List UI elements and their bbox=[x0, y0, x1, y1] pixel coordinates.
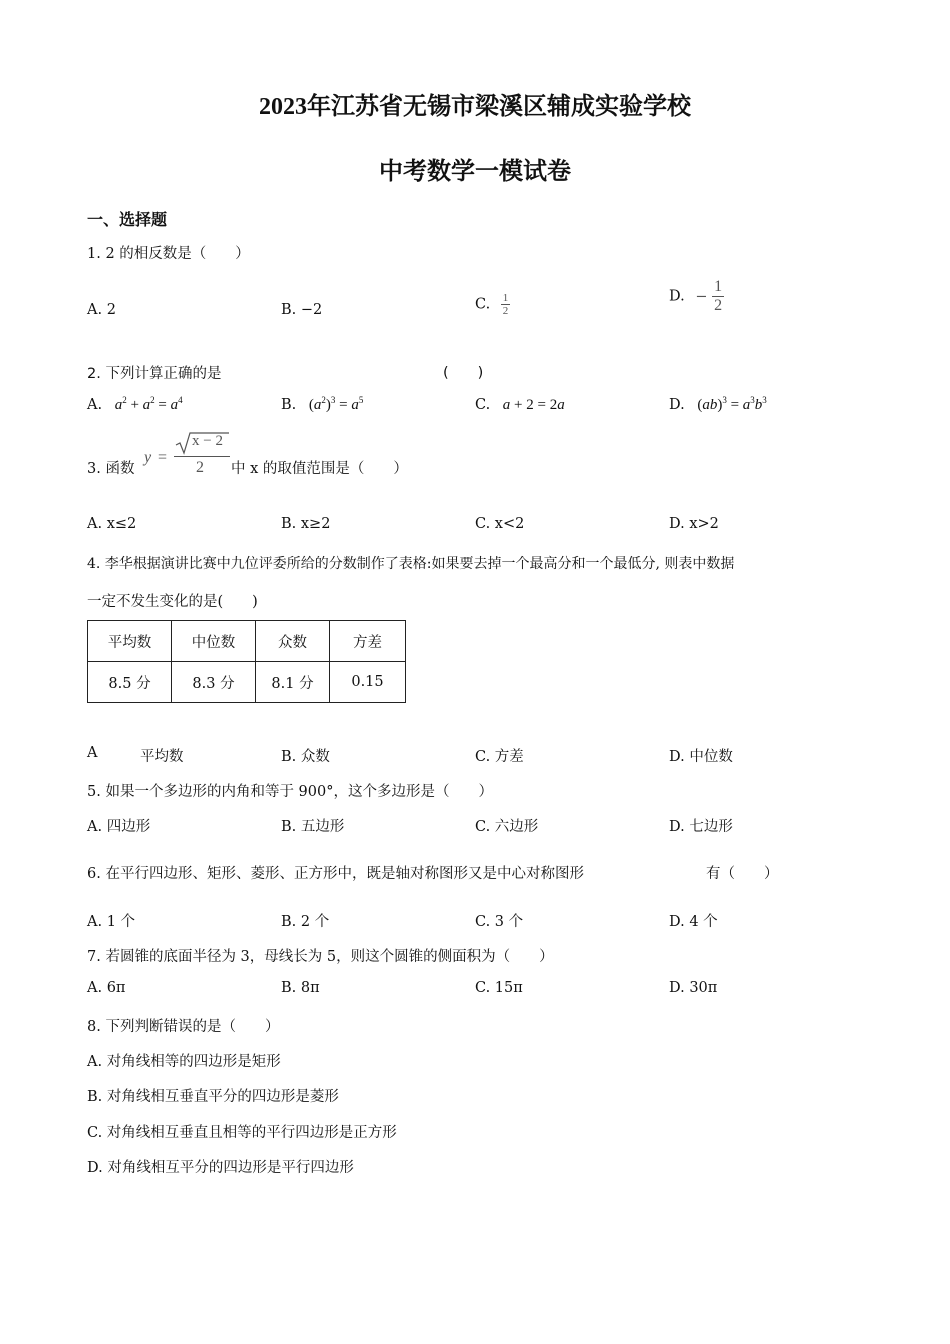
q6-option-a: A. 1 个 bbox=[87, 914, 136, 930]
question-4-line2: 一定不发生变化的是( ) bbox=[87, 594, 258, 610]
table-cell: 0.15 bbox=[330, 662, 406, 703]
table-header-cell: 平均数 bbox=[88, 621, 172, 662]
table-cell: 8.3 分 bbox=[172, 662, 256, 703]
q1-option-a: A. 2 bbox=[87, 302, 116, 318]
question-7: 7. 若圆锥的底面半径为 3，母线长为 5，则这个圆锥的侧面积为（ ） bbox=[87, 949, 554, 965]
option-label: A. bbox=[87, 397, 103, 413]
page-subtitle: 中考数学一模试卷 bbox=[379, 159, 571, 185]
formula-eq: = bbox=[158, 449, 168, 466]
q4-option-d: D. 中位数 bbox=[669, 749, 733, 765]
fraction-numerator: 1 bbox=[714, 278, 723, 295]
formula-radicand: x − 2 bbox=[192, 433, 223, 449]
q5-option-a: A. 四边形 bbox=[87, 819, 151, 835]
page-title: 2023年江苏省无锡市梁溪区辅成实验学校 bbox=[259, 94, 691, 120]
q8-option-d: D. 对角线相互平分的四边形是平行四边形 bbox=[87, 1160, 354, 1176]
table-header-cell: 中位数 bbox=[172, 621, 256, 662]
table-header-cell: 方差 bbox=[330, 621, 406, 662]
q6-option-c: C. 3 个 bbox=[475, 914, 524, 930]
q5-option-c: C. 六边形 bbox=[475, 819, 539, 835]
q1-option-d-label: D. bbox=[669, 288, 685, 305]
q2-option-d: D. $(ab)^3 = a^3b^3$ bbox=[669, 395, 767, 413]
q4-option-a: 平均数 bbox=[140, 749, 184, 765]
option-label: B. bbox=[281, 397, 297, 413]
question-3-prefix: 3. 函数 bbox=[87, 461, 135, 477]
question-1: 1. 2 的相反数是（ ） bbox=[87, 246, 250, 262]
q2-option-b: B. $(a^2)^3 = a^5$ bbox=[281, 395, 364, 413]
q5-option-b: B. 五边形 bbox=[281, 819, 345, 835]
q7-option-a: A. 6π bbox=[87, 980, 126, 996]
q1-option-d bbox=[669, 278, 724, 315]
question-5: 5. 如果一个多边形的内角和等于 900°，这个多边形是（ ） bbox=[87, 784, 493, 800]
q4-option-a-label: A bbox=[87, 745, 98, 761]
question-6: 6. 在平行四边形、矩形、菱形、正方形中，既是轴对称图形又是中心对称图形 bbox=[87, 866, 584, 882]
formula-denominator: 2 bbox=[196, 459, 204, 476]
option-label: C. bbox=[475, 397, 491, 413]
question-2-paren: ( ) bbox=[443, 365, 484, 381]
formula-y: y bbox=[144, 449, 152, 466]
fraction-numerator: 1 bbox=[502, 292, 509, 304]
fraction-denominator: 2 bbox=[714, 297, 723, 314]
q7-option-d: D. 30π bbox=[669, 980, 718, 996]
option-label: D. bbox=[669, 397, 685, 413]
q1-option-c-fraction bbox=[501, 292, 511, 317]
q1-option-c-label: C. bbox=[475, 296, 491, 313]
q1-option-b: B. −2 bbox=[281, 302, 323, 318]
question-3-suffix: 中 x 的取值范围是（ ） bbox=[231, 461, 408, 477]
table-header-cell: 众数 bbox=[256, 621, 330, 662]
q7-option-b: B. 8π bbox=[281, 980, 320, 996]
q6-option-d: D. 4 个 bbox=[669, 914, 718, 930]
q3-option-c: C. x<2 bbox=[475, 516, 525, 532]
table-row bbox=[88, 662, 406, 703]
fraction-denominator: 2 bbox=[502, 305, 509, 317]
q4-option-b: B. 众数 bbox=[281, 749, 330, 765]
question-4-line1: 4. 李华根据演讲比赛中九位评委所给的分数制作了表格:如果要去掉一个最高分和一个最低分, 则表中数据 bbox=[87, 556, 735, 572]
score-table bbox=[87, 620, 406, 703]
q7-option-c: C. 15π bbox=[475, 980, 523, 996]
q1-option-d-sign: − bbox=[695, 288, 708, 305]
table-header-row bbox=[88, 621, 406, 662]
q5-option-d: D. 七边形 bbox=[669, 819, 733, 835]
q8-option-b: B. 对角线相互垂直平分的四边形是菱形 bbox=[87, 1089, 339, 1105]
q3-option-b: B. x≥2 bbox=[281, 516, 331, 532]
q2-option-a: A. $a^2 + a^2 = a^4$ bbox=[87, 395, 183, 413]
fraction-bar bbox=[174, 456, 230, 457]
question-6-tail: 有（ ） bbox=[706, 866, 779, 882]
q6-option-b: B. 2 个 bbox=[281, 914, 330, 930]
question-8: 8. 下列判断错误的是（ ） bbox=[87, 1019, 280, 1035]
q8-option-a: A. 对角线相等的四边形是矩形 bbox=[87, 1054, 281, 1070]
question-2: 2. 下列计算正确的是 bbox=[87, 366, 222, 382]
q1-option-c bbox=[475, 292, 510, 317]
section-heading-choice: 一、选择题 bbox=[87, 210, 168, 229]
table-cell: 8.5 分 bbox=[88, 662, 172, 703]
q4-option-c: C. 方差 bbox=[475, 749, 524, 765]
q3-option-d: D. x>2 bbox=[669, 516, 719, 532]
q3-option-a: A. x≤2 bbox=[87, 516, 137, 532]
table-cell: 8.1 分 bbox=[256, 662, 330, 703]
q1-option-d-fraction bbox=[712, 278, 724, 315]
q2-option-c: C. a + 2 = 2a bbox=[475, 397, 565, 413]
q8-option-c: C. 对角线相互垂直且相等的平行四边形是正方形 bbox=[87, 1125, 397, 1141]
